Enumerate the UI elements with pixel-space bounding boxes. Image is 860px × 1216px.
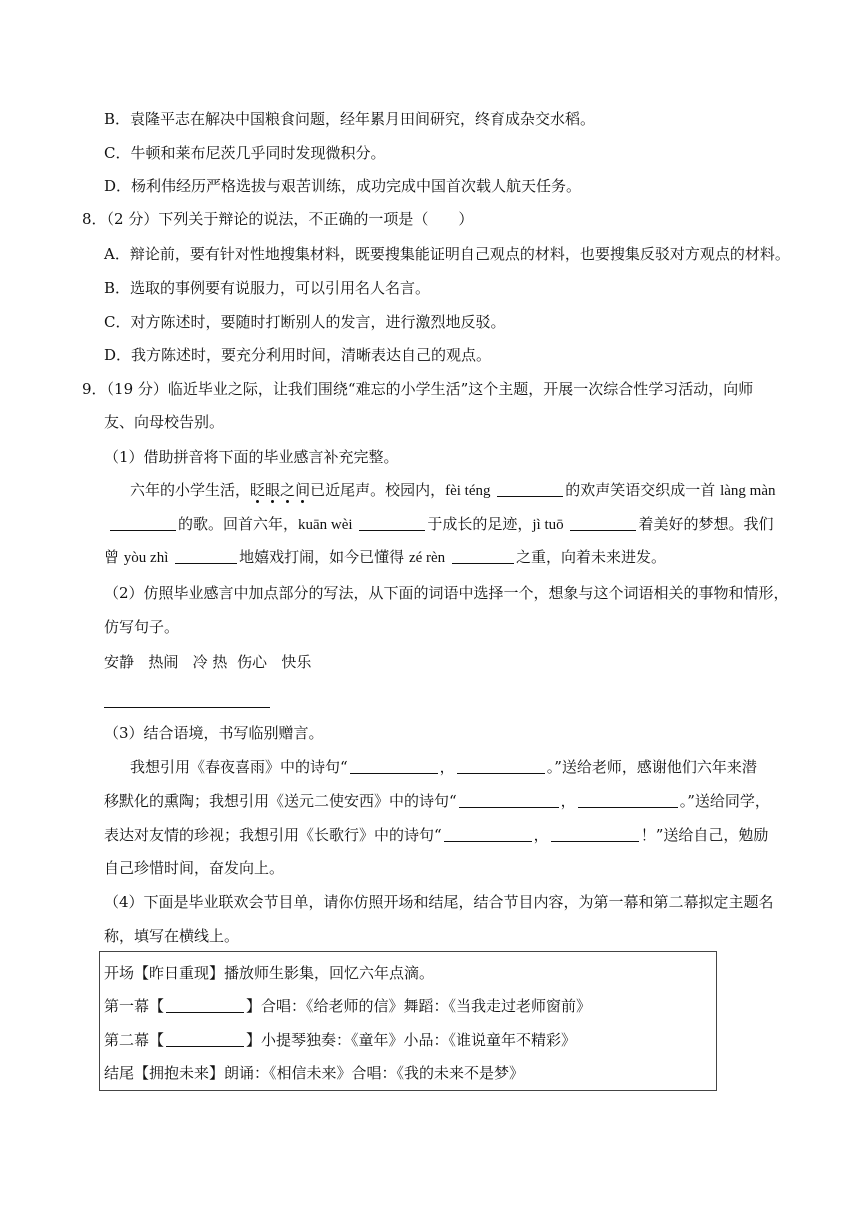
q8-option-c: C．对方陈述时，要随时打断别人的发言，进行激烈地反驳。 (104, 313, 506, 331)
q7-option-c: C．牛顿和莱布尼茨几乎同时发现微积分。 (104, 144, 386, 162)
sentence-text: 六年的小学生活， (130, 481, 251, 499)
sentence-text: ， (439, 758, 455, 776)
sentence-text: 我想引用《春夜喜雨》中的诗句“ (130, 758, 348, 776)
program-ending: 结尾【拥抱未来】朗诵：《相信未来》合唱：《我的未来不是梦》 (104, 1064, 525, 1082)
program-act2 (104, 1029, 576, 1051)
dotted-char: 之 (280, 481, 296, 499)
act-title-blank[interactable] (166, 1032, 244, 1047)
sentence-text: ！”送给自己，勉励 (640, 826, 769, 844)
program-opening: 开场【昨日重现】播放师生影集，回忆六年点滴。 (104, 964, 435, 982)
answer-blank[interactable] (110, 516, 176, 531)
sentence-text: 已近尾声。校园内， (310, 481, 446, 499)
word-choice: 热闹 (148, 653, 179, 671)
word-choice: 冷 热 (192, 653, 228, 671)
q9-part2-line1: （2）仿照毕业感言中加点部分的写法，从下面的词语中选择一个，想象与这个词语相关的事物和情形， (104, 584, 789, 602)
sentence-text: 移默化的熏陶；我想引用《送元二使安西》中的诗句“ (104, 792, 457, 810)
sentence-text: ， (560, 792, 576, 810)
answer-line[interactable] (104, 707, 270, 708)
pinyin-jituo: jì tuō (532, 517, 564, 533)
poem-blank[interactable] (551, 827, 639, 842)
q9-part2-line2: 仿写句子。 (104, 618, 180, 636)
poem-blank[interactable] (457, 759, 545, 774)
answer-blank[interactable] (497, 482, 563, 497)
q9-stem-line2: 友、向母校告别。 (104, 413, 225, 431)
q9-part3-line1 (130, 756, 757, 778)
sentence-text: 的欢声笑语交织成一首 (565, 481, 716, 499)
pinyin-langman: làng màn (720, 483, 776, 499)
q7-option-b: B．袁隆平志在解决中国粮食问题，经年累月田间研究，终育成杂交水稻。 (104, 110, 596, 128)
pinyin-zeren: zé rèn (408, 550, 446, 566)
program-act1 (104, 995, 591, 1017)
q9-part3-title: （3）结合语境，书写临别赠言。 (104, 724, 324, 742)
q9-part3-line3 (104, 824, 768, 846)
q8-option-a: A．辩论前，要有针对性地搜集材料，既要搜集能证明自己观点的材料，也要搜集反驳对方观点的材料。 (104, 245, 790, 263)
sentence-text: 于成长的足迹， (427, 515, 533, 533)
answer-blank[interactable] (452, 549, 514, 564)
sentence-text: ， (533, 826, 549, 844)
word-choice: 快乐 (281, 653, 312, 671)
dotted-phrase (250, 481, 310, 499)
answer-blank[interactable] (359, 516, 425, 531)
q7-option-d: D．杨利伟经历严格选拔与艰苦训练，成功完成中国首次载人航天任务。 (104, 177, 582, 195)
q9-part1-title: （1）借助拼音将下面的毕业感言补充完整。 (104, 448, 399, 466)
pinyin-kuanwei: kuān wèi (298, 517, 353, 533)
sentence-text: 着美好的梦想。我们 (638, 515, 774, 533)
q9-part1-line2 (108, 513, 773, 536)
q9-part3-line2 (104, 790, 770, 812)
sentence-text: 表达对友情的珍视；我想引用《长歌行》中的诗句“ (104, 826, 442, 844)
q8-stem: 8．（2 分）下列关于辩论的说法，不正确的一项是（ ） (82, 210, 474, 228)
word-choice: 安静 (104, 653, 135, 671)
sentence-text: 曾 (104, 548, 120, 566)
act-content: 】小提琴独奏：《童年》小品：《谁说童年不精彩》 (246, 1031, 577, 1049)
poem-blank[interactable] (578, 793, 678, 808)
poem-blank[interactable] (444, 827, 532, 842)
q8-option-d: D．我方陈述时，要充分利用时间，清晰表达自己的观点。 (104, 346, 492, 364)
dotted-char: 眼 (265, 481, 281, 499)
q9-part4-line2: 称，填写在横线上。 (104, 927, 240, 945)
q9-part1-line1 (130, 479, 775, 502)
q9-part3-line4: 自己珍惜时间，奋发向上。 (104, 859, 285, 877)
sentence-text: 之重，向着未来进发。 (515, 548, 666, 566)
act-label: 第二幕【 (104, 1031, 165, 1049)
poem-blank[interactable] (350, 759, 438, 774)
poem-blank[interactable] (459, 793, 559, 808)
dotted-char: 间 (295, 481, 311, 499)
pinyin-feiteng: fèi téng (445, 483, 491, 499)
q9-part1-line3 (104, 546, 666, 569)
sentence-text: 。”送给老师，感谢他们六年来潜 (546, 758, 757, 776)
act-title-blank[interactable] (166, 998, 244, 1013)
pinyin-youzhi: yòu zhì (123, 550, 169, 566)
sentence-text: 地嬉戏打闹，如今已懂得 (239, 548, 405, 566)
answer-blank[interactable] (570, 516, 636, 531)
dotted-char: 眨 (250, 481, 266, 499)
sentence-text: 的歌。回首六年， (178, 515, 299, 533)
act-label: 第一幕【 (104, 997, 165, 1015)
q8-option-b: B．选取的事例要有说服力，可以引用名人名言。 (104, 279, 431, 297)
act-content: 】合唱：《给老师的信》舞蹈：《当我走过老师窗前》 (246, 997, 592, 1015)
q9-part4-line1: （4）下面是毕业联欢会节目单，请你仿照开场和结尾，结合节目内容，为第一幕和第二幕拟定主题名 (104, 893, 774, 911)
word-choice: 伤心 (236, 653, 267, 671)
q9-stem-line1: 9．（19 分）临近毕业之际，让我们围绕“难忘的小学生活”这个主题，开展一次综合性学习活动，向师 (82, 380, 754, 398)
answer-blank[interactable] (175, 549, 237, 564)
sentence-text: 。”送给同学， (679, 792, 770, 810)
q9-word-choices (104, 651, 311, 673)
